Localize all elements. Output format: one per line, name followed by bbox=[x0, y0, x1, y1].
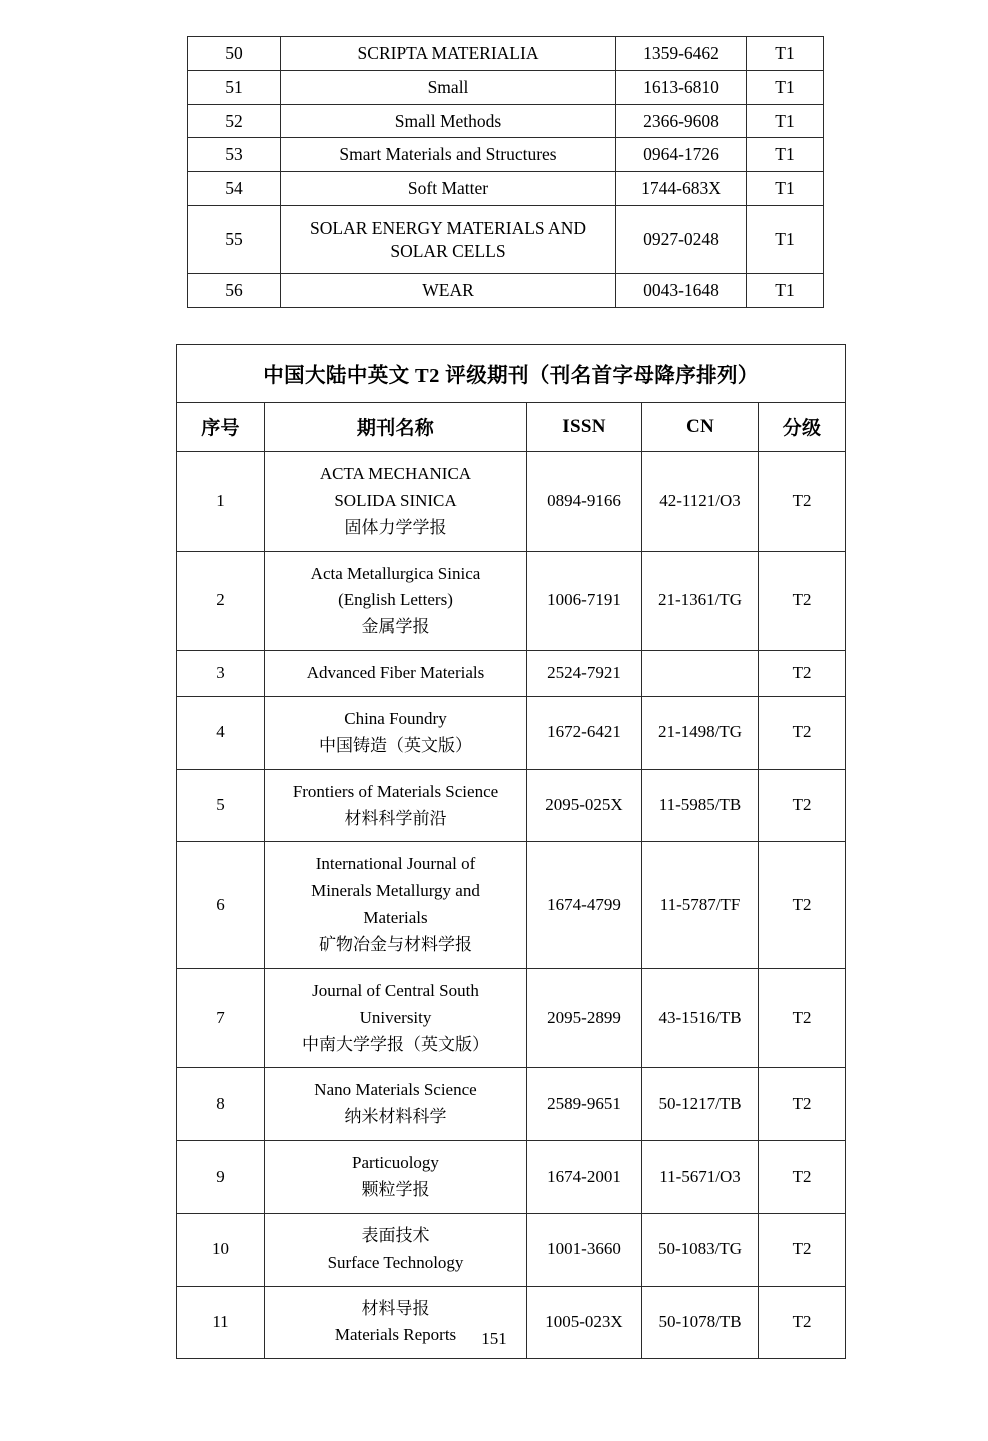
t2-cell-issn: 1674-2001 bbox=[527, 1141, 642, 1214]
t1-cell-name bbox=[281, 205, 616, 274]
table-row bbox=[177, 968, 846, 1068]
t1-cell-issn: 0927-0248 bbox=[616, 205, 747, 274]
t2-name-line: ACTA MECHANICA bbox=[319, 464, 472, 483]
t1-cell-issn: 0043-1648 bbox=[616, 274, 747, 308]
t2-cell-issn: 1006-7191 bbox=[527, 551, 642, 651]
t2-name-line: 材料科学前沿 bbox=[344, 808, 447, 828]
t1-cell-grade: T1 bbox=[747, 37, 824, 71]
table-row bbox=[177, 769, 846, 842]
t2-cell-name bbox=[265, 452, 527, 552]
t2-cell-issn: 2095-025X bbox=[527, 769, 642, 842]
t2-cell-grade: T2 bbox=[759, 697, 846, 770]
t2-name-line: Nano Materials Science bbox=[314, 1080, 477, 1100]
t1-cell-issn: 2366-9608 bbox=[616, 104, 747, 138]
t2-name-line: 表面技术 bbox=[361, 1225, 430, 1245]
table-row bbox=[177, 551, 846, 651]
t2-cell-issn: 1672-6421 bbox=[527, 697, 642, 770]
t2-cell-name bbox=[265, 1213, 527, 1286]
t2-cell-no: 7 bbox=[177, 968, 265, 1068]
t1-cell-no: 51 bbox=[188, 70, 281, 104]
table-row bbox=[188, 104, 824, 138]
t2-cell-cn: 11-5671/O3 bbox=[642, 1141, 759, 1214]
table-row bbox=[177, 697, 846, 770]
t1-table-body bbox=[188, 37, 824, 308]
t2-name-line: 中国铸造（英文版） bbox=[319, 735, 472, 755]
table-row bbox=[177, 651, 846, 697]
t2-name-line: University bbox=[359, 1007, 432, 1027]
table-row bbox=[188, 205, 824, 274]
t2-cell-name bbox=[265, 697, 527, 770]
t2-cell-grade: T2 bbox=[759, 769, 846, 842]
t2-header-issn: ISSN bbox=[527, 403, 642, 452]
t2-name-line: SOLIDA SINICA bbox=[334, 490, 457, 510]
page-number: 151 bbox=[481, 1329, 507, 1348]
t2-cell-cn: 11-5985/TB bbox=[642, 769, 759, 842]
t2-name-line: (English Letters) bbox=[338, 590, 453, 610]
t2-name-line: China Foundry bbox=[344, 709, 447, 729]
t2-name-line: Acta Metallurgica Sinica bbox=[310, 563, 481, 583]
t2-cell-grade: T2 bbox=[759, 1068, 846, 1141]
t2-cell-name bbox=[265, 551, 527, 651]
table-row bbox=[177, 452, 846, 552]
t2-cell-cn: 11-5787/TF bbox=[642, 842, 759, 968]
t2-cell-no: 6 bbox=[177, 842, 265, 968]
t1-cell-name: SCRIPTA MATERIALIA bbox=[281, 37, 616, 71]
t1-cell-no: 52 bbox=[188, 104, 281, 138]
t2-cell-issn: 2589-9651 bbox=[527, 1068, 642, 1141]
t1-cell-issn: 0964-1726 bbox=[616, 138, 747, 172]
t2-name-line: 颗粒学报 bbox=[361, 1180, 430, 1200]
t2-cell-issn: 0894-9166 bbox=[527, 452, 642, 552]
t1-cell-no: 56 bbox=[188, 274, 281, 308]
t2-cell-cn: 43-1516/TB bbox=[642, 968, 759, 1068]
t2-cell-no: 8 bbox=[177, 1068, 265, 1141]
table-row bbox=[188, 138, 824, 172]
t2-table-title-row bbox=[177, 345, 846, 403]
t2-cell-no: 11 bbox=[177, 1286, 265, 1359]
t2-cell-no: 10 bbox=[177, 1213, 265, 1286]
t2-name-line: 固体力学学报 bbox=[344, 517, 447, 537]
t2-cell-cn: 50-1083/TG bbox=[642, 1213, 759, 1286]
t1-cell-no: 55 bbox=[188, 205, 281, 274]
t2-cell-name bbox=[265, 968, 527, 1068]
t2-name-line: Surface Technology bbox=[327, 1252, 464, 1272]
t2-name-line: Minerals Metallurgy and bbox=[311, 881, 480, 901]
t2-cell-cn: 42-1121/O3 bbox=[642, 452, 759, 552]
t1-cell-grade: T1 bbox=[747, 274, 824, 308]
t2-cell-cn: 50-1078/TB bbox=[642, 1286, 759, 1359]
t2-cell-grade: T2 bbox=[759, 1213, 846, 1286]
t2-header-grade: 分级 bbox=[759, 403, 846, 452]
t2-cell-no: 2 bbox=[177, 551, 265, 651]
t2-header-row bbox=[177, 403, 846, 452]
t2-cell-grade: T2 bbox=[759, 651, 846, 697]
t2-cell-no: 3 bbox=[177, 651, 265, 697]
table-row bbox=[177, 842, 846, 968]
t2-cell-name bbox=[265, 1068, 527, 1141]
t2-name-line: 金属学报 bbox=[361, 617, 430, 637]
t2-name-line: 纳米材料科学 bbox=[344, 1107, 447, 1127]
t2-cell-issn: 2095-2899 bbox=[527, 968, 642, 1068]
t1-cell-grade: T1 bbox=[747, 205, 824, 274]
t2-cell-name bbox=[265, 769, 527, 842]
t2-cell-grade: T2 bbox=[759, 452, 846, 552]
t1-cell-name: Soft Matter bbox=[281, 172, 616, 206]
t2-cell-grade: T2 bbox=[759, 1286, 846, 1359]
t2-cell-no: 9 bbox=[177, 1141, 265, 1214]
t2-cell-cn: 21-1498/TG bbox=[642, 697, 759, 770]
t2-name-line: Materials bbox=[363, 908, 428, 928]
table-row bbox=[177, 1068, 846, 1141]
t2-cell-name bbox=[265, 842, 527, 968]
t2-table-body bbox=[177, 452, 846, 1359]
t2-cell-no: 1 bbox=[177, 452, 265, 552]
t2-cell-grade: T2 bbox=[759, 1141, 846, 1214]
t2-cell-name bbox=[265, 1141, 527, 1214]
t2-name-line: Advanced Fiber Materials bbox=[306, 663, 485, 683]
t2-cell-grade: T2 bbox=[759, 842, 846, 968]
t2-name-line: Particuology bbox=[352, 1153, 439, 1173]
t1-name-line: SOLAR ENERGY MATERIALS AND bbox=[310, 217, 586, 238]
t2-name-line: Frontiers of Materials Science bbox=[292, 781, 499, 801]
t2-cell-cn: 50-1217/TB bbox=[642, 1068, 759, 1141]
t1-cell-grade: T1 bbox=[747, 104, 824, 138]
t2-header-no: 序号 bbox=[177, 403, 265, 452]
t1-cell-name: WEAR bbox=[281, 274, 616, 308]
table-row bbox=[188, 37, 824, 71]
t1-cell-issn: 1613-6810 bbox=[616, 70, 747, 104]
table-row bbox=[188, 70, 824, 104]
t1-cell-name: Smart Materials and Structures bbox=[281, 138, 616, 172]
t2-name-line: International Journal of bbox=[315, 854, 476, 874]
t2-header-cn: CN bbox=[642, 403, 759, 452]
t2-cell-cn bbox=[642, 651, 759, 697]
t2-name-line: 材料导报 bbox=[361, 1298, 430, 1318]
table-row bbox=[188, 274, 824, 308]
t2-cell-no: 4 bbox=[177, 697, 265, 770]
t1-name-line: SOLAR CELLS bbox=[390, 240, 506, 261]
t1-cell-no: 54 bbox=[188, 172, 281, 206]
t2-cell-issn: 1005-023X bbox=[527, 1286, 642, 1359]
table-row bbox=[177, 1141, 846, 1214]
t2-cell-name bbox=[265, 651, 527, 697]
t1-cell-issn: 1359-6462 bbox=[616, 37, 747, 71]
t2-name-line: 矿物冶金与材料学报 bbox=[319, 935, 472, 955]
t2-header-name: 期刊名称 bbox=[265, 403, 527, 452]
t2-name-line: 中南大学学报（英文版） bbox=[302, 1034, 489, 1054]
t2-cell-issn: 2524-7921 bbox=[527, 651, 642, 697]
t2-name-line: Journal of Central South bbox=[312, 980, 479, 1000]
t1-cell-grade: T1 bbox=[747, 138, 824, 172]
t1-journal-table bbox=[187, 36, 824, 308]
t2-cell-issn: 1674-4799 bbox=[527, 842, 642, 968]
t2-table-title: 中国大陆中英文 T2 评级期刊（刊名首字母降序排列） bbox=[177, 345, 846, 403]
table-row bbox=[188, 172, 824, 206]
t1-cell-name: Small bbox=[281, 70, 616, 104]
t1-cell-issn: 1744-683X bbox=[616, 172, 747, 206]
t2-cell-grade: T2 bbox=[759, 968, 846, 1068]
t2-cell-issn: 1001-3660 bbox=[527, 1213, 642, 1286]
t1-cell-name: Small Methods bbox=[281, 104, 616, 138]
t2-cell-grade: T2 bbox=[759, 551, 846, 651]
t1-cell-no: 50 bbox=[188, 37, 281, 71]
t1-cell-grade: T1 bbox=[747, 70, 824, 104]
t1-cell-grade: T1 bbox=[747, 172, 824, 206]
t1-cell-no: 53 bbox=[188, 138, 281, 172]
t2-journal-table bbox=[176, 344, 846, 1359]
table-row bbox=[177, 1213, 846, 1286]
t2-name-line: Materials Reports bbox=[334, 1325, 457, 1345]
t2-cell-no: 5 bbox=[177, 769, 265, 842]
t2-cell-cn: 21-1361/TG bbox=[642, 551, 759, 651]
